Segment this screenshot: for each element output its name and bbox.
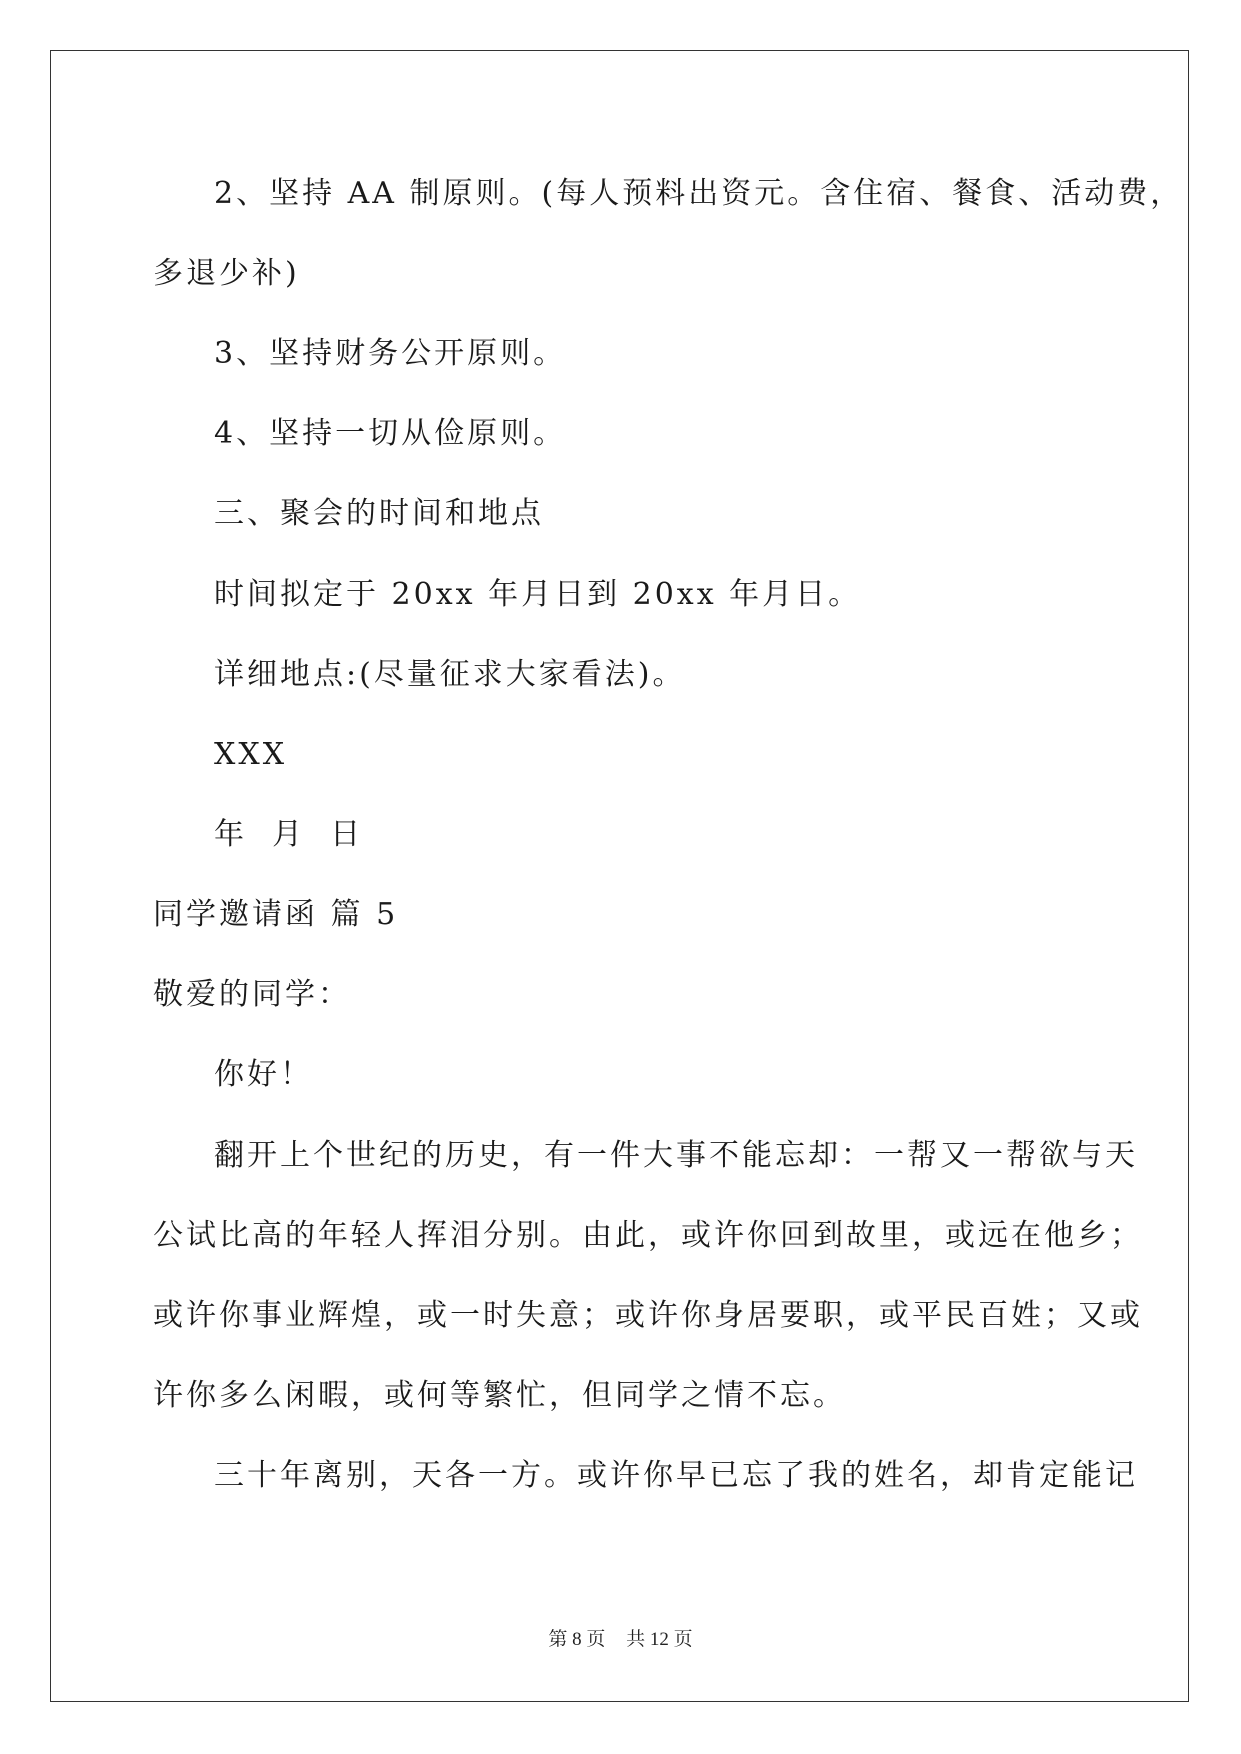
page-border <box>50 50 1189 1702</box>
page-footer <box>0 1628 1241 1652</box>
section-heading: 三、聚会的时间和地点 <box>214 496 544 531</box>
paragraph-line: 公试比高的年轻人挥泪分别。由此，或许你回到故里，或远在他乡； <box>153 1218 1143 1253</box>
paragraph-line: 2、坚持 AA 制原则。(每人预料出资元。含住宿、餐食、活动费， <box>214 176 1184 211</box>
paragraph-line: 多退少补) <box>153 256 300 291</box>
article-title: 同学邀请函 篇 5 <box>153 897 399 932</box>
paragraph-line: 许你多么闲暇，或何等繁忙，但同学之情不忘。 <box>153 1378 846 1413</box>
paragraph-line: 3、坚持财务公开原则。 <box>214 336 567 371</box>
greeting: 你好！ <box>214 1057 313 1092</box>
paragraph-line: 翻开上个世纪的历史，有一件大事不能忘却：一帮又一帮欲与天 <box>214 1138 1138 1173</box>
signature-date: 年 月 日 <box>214 817 364 852</box>
paragraph-line: 详细地点:(尽量征求大家看法)。 <box>214 657 686 692</box>
paragraph-line: 三十年离别，天各一方。或许你早已忘了我的姓名，却肯定能记 <box>214 1458 1138 1493</box>
paragraph-line: 时间拟定于 20xx 年月日到 20xx 年月日。 <box>214 577 862 612</box>
paragraph-line: 或许你事业辉煌，或一时失意；或许你身居要职，或平民百姓；又或 <box>153 1298 1143 1333</box>
page-number: 第 8 页 <box>548 1629 606 1650</box>
paragraph-line: 4、坚持一切从俭原则。 <box>214 416 567 451</box>
signature-name: XXX <box>214 737 288 772</box>
salutation: 敬爱的同学： <box>153 977 351 1012</box>
total-pages: 共 12 页 <box>626 1629 693 1650</box>
